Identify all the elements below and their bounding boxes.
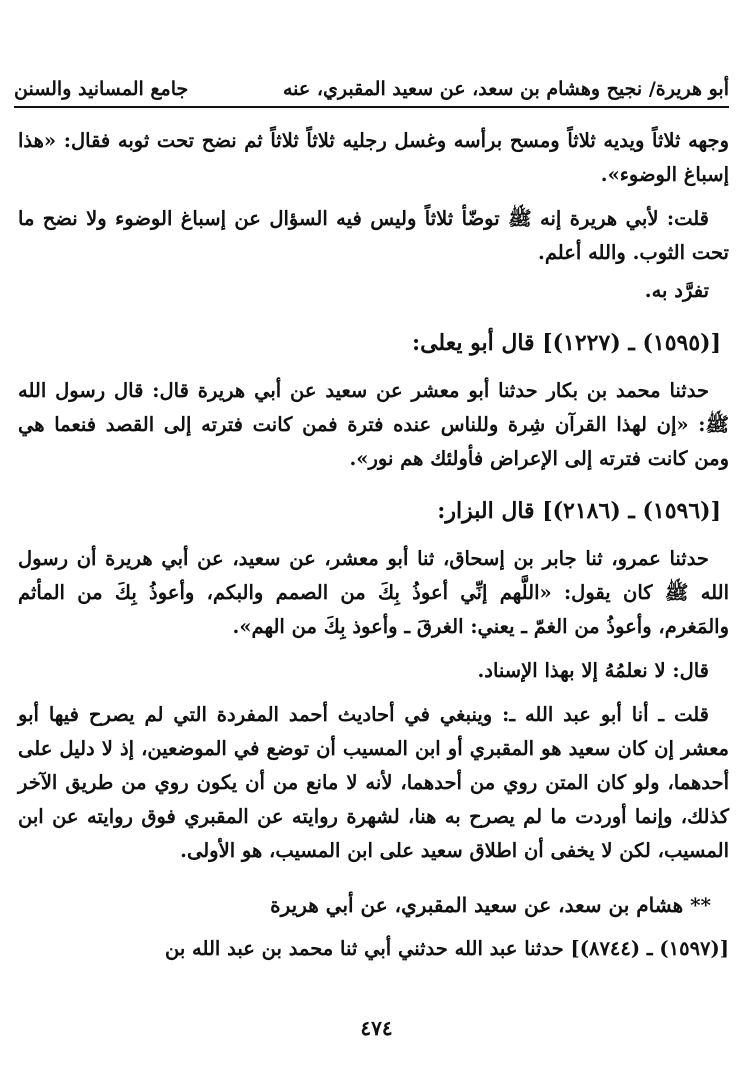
hadith-heading-1596: [(١٥٩٦) ـ (٢١٨٦)] قال البزار: (437, 498, 721, 524)
running-header (14, 66, 729, 108)
paragraph-hadith-1595: حدثنا محمد بن بكار حدثنا أبو معشر عن سعيد عن أبي هريرة قال: قال رسول الله ﷺ: «إن لهذا القرآن شِرة وللناس عنده فترة فمن كانت فترته إلى القصد فنعما هي ومن كانت فترته إلى الإعراض فأولئك هم نور». (18, 379, 729, 470)
paragraph-hadith-1597: [(١٥٩٧) ـ (٨٧٤٤)] حدثنا عبد الله حدثني أبي ثنا محمد بن عبد الله بن (164, 937, 729, 960)
paragraph-bazzar-note: قال: لا نعلمُهُ إلا بهذا الإسناد. (477, 659, 709, 682)
header-book-title: جامع المسانيد والسنن (14, 78, 189, 100)
section-subheading: ** هشام بن سعد، عن سعيد المقبري، عن أبي هريرة (270, 893, 711, 917)
paragraph-tafarrud: تفرَّد به. (644, 279, 709, 302)
paragraph-hadith-1596: حدثنا عمرو، ثنا جابر بن إسحاق، ثنا أبو معشر، عن سعيد، عن أبي هريرة أن رسول الله ﷺ كان يقول: «اللَّهم إنِّي أعوذُ بِكَ من الصمم والبكم، وأعوذُ بِكَ من المأثم والمَغرم، وأعوذُ من الغمّ ـ يعني: الغرقَ ـ وأعوذ بِكَ من الهم». (18, 547, 729, 638)
paragraph-author-note: قلت: لأبي هريرة إنه ﷺ توضّأ ثلاثاً وليس فيه السؤال عن إسباغ الوضوء ولا نضح ما تحت الثوب. والله أعلم. (18, 207, 729, 264)
page-body (18, 124, 729, 976)
paragraph-hadith-continuation: وجهه ثلاثاً ويديه ثلاثاً ومسح برأسه وغسل رجليه ثلاثاً ثلاثاً ثم نضح تحت ثوبه فقال: «هذا إسباغ الوضوء». (18, 129, 729, 186)
hadith-heading-1595: [(١٥٩٥) ـ (١٢٢٧)] قال أبو يعلى: (411, 330, 721, 356)
header-chapter-title: أبو هريرة/ نجيح وهشام بن سعد، عن سعيد المقبري، عنه (282, 78, 729, 100)
page-number: ٤٧٤ (360, 1016, 393, 1040)
paragraph-author-commentary: قلت ـ أنا أبو عبد الله ـ: وينبغي في أحاديث أحمد المفردة التي لم يصرح فيها أبو معشر إن كان سعيد هو المقبري أو ابن المسيب أن توضع في الموضعين، إذ لا دليل على أحدهما، ولو كان المتن روي من أحدهما، لأنه لا مانع من أن يكون روي من طريق الآخر كذلك، وإنما أوردت ما لم يصرح به هنا، لشهرة روايته عن المقبري فوق روايته عن ابن المسيب، لكن لا يخفى أن اطلاق سعيد على ابن المسيب، هو الأولى. (18, 703, 729, 862)
